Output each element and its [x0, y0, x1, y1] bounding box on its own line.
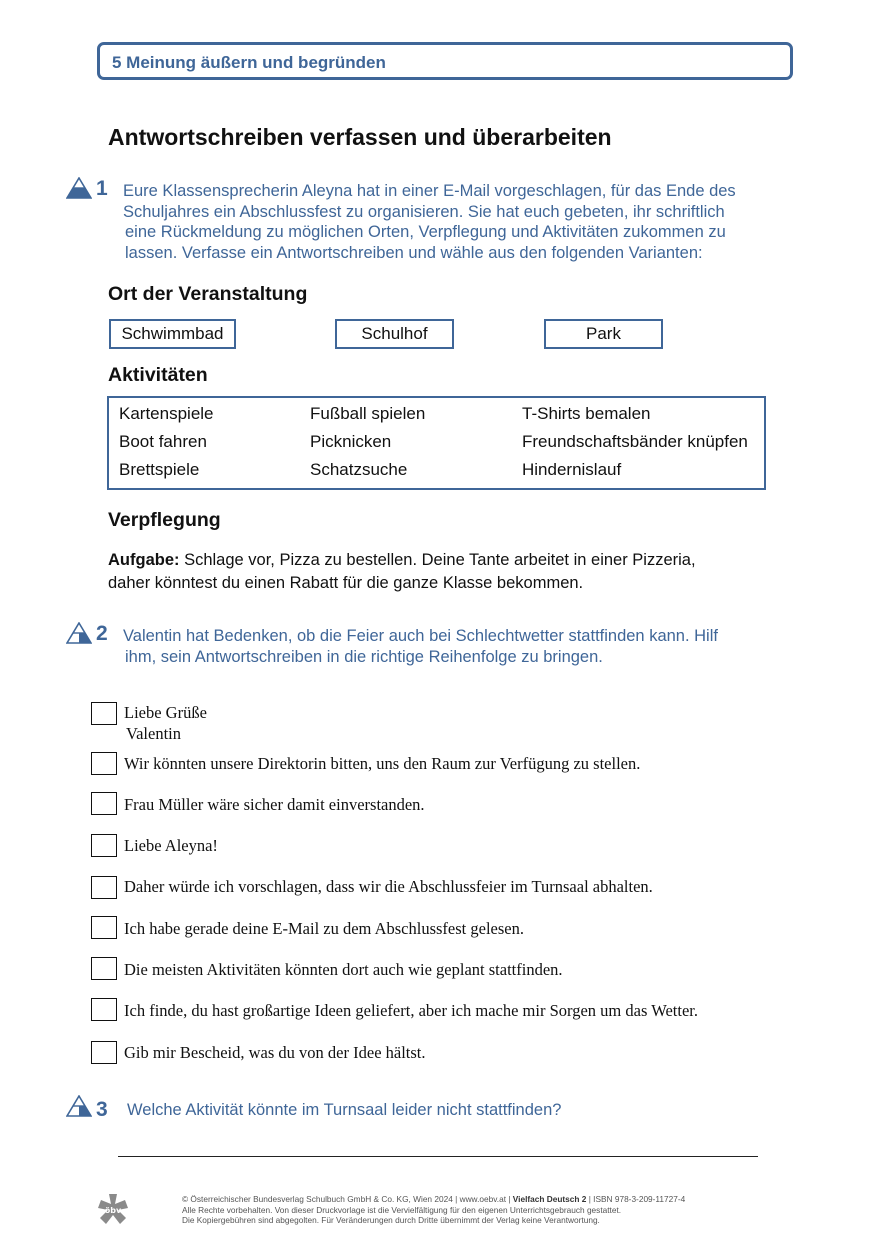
aufgabe-label: Aufgabe: — [108, 551, 180, 569]
order-checkbox[interactable] — [91, 876, 117, 899]
task-1-number: 1 — [96, 177, 108, 200]
order-checkbox[interactable] — [91, 834, 117, 857]
order-checkbox[interactable] — [91, 702, 117, 725]
place-option-schwimmbad: Schwimmbad — [109, 319, 236, 349]
chapter-title: 5 Meinung äußern und begründen — [112, 53, 386, 72]
order-checkbox[interactable] — [91, 998, 117, 1021]
activity-cell: Boot fahren — [119, 432, 207, 451]
option-sentence: Die meisten Aktivitäten könnten dort auch wie geplant stattfinden. — [124, 960, 563, 979]
order-checkbox[interactable] — [91, 916, 117, 939]
option-sentence: Ich finde, du hast großartige Ideen geliefert, aber ich mache mir Sorgen um das Wetter. — [124, 1001, 698, 1020]
order-checkbox[interactable] — [91, 1041, 117, 1064]
option-greeting: Liebe Grüße Valentin — [124, 703, 207, 743]
activity-cell: Picknicken — [310, 432, 392, 451]
place-option-schulhof: Schulhof — [335, 319, 454, 349]
answer-line[interactable] — [118, 1156, 758, 1157]
order-checkbox[interactable] — [91, 957, 117, 980]
option-sentence: Wir könnten unsere Direktorin bitten, uns den Raum zur Verfügung zu stellen. — [124, 754, 641, 773]
activity-cell: Kartenspiele — [119, 404, 214, 423]
activity-cell: T-Shirts bemalen — [522, 404, 651, 423]
chapter-header — [97, 42, 793, 80]
option-sentence: Frau Müller wäre sicher damit einverstanden. — [124, 795, 425, 814]
svg-text:öbv: öbv — [104, 1206, 122, 1215]
oebv-logo-icon — [96, 1192, 130, 1226]
task-1-instructions: Eure Klassensprecherin Aleyna hat in einer E-Mail vorgeschlagen, für das Ende des Schuljahres ein Abschlussfest zu organisieren. Sie hat euch gebeten, ihr schriftlich eine Rückmeldung zu möglichen Orten, Verpflegung und Aktivitäten zukommen zu lassen. Verfasse ein Antwortschreiben und wähle aus den folgenden Varianten: — [123, 182, 736, 262]
verpflegung-heading: Verpflegung — [108, 509, 221, 531]
activity-cell: Brettspiele — [119, 460, 200, 479]
activity-cell: Schatzsuche — [310, 460, 408, 479]
activity-cell: Freundschaftsbänder knüpfen — [522, 432, 748, 451]
task-3-number: 3 — [96, 1098, 108, 1121]
aufgabe-text-1: Schlage vor, Pizza zu bestellen. Deine Tante arbeitet in einer Pizzeria, — [179, 551, 696, 569]
task-2-instructions: Valentin hat Bedenken, ob die Feier auch bei Schlechtwetter stattfinden kann. Hilf ihm, sein Antwortschreiben in die richtige Reihenfolge zu bringen. — [123, 627, 718, 666]
activity-cell: Hindernislauf — [522, 460, 622, 479]
difficulty-pyramid-icon — [66, 177, 92, 199]
ort-heading: Ort der Veranstaltung — [108, 283, 308, 305]
aktivitaeten-heading: Aktivitäten — [108, 364, 208, 386]
page-title: Antwortschreiben verfassen und überarbeiten — [108, 124, 612, 150]
place-option-park: Park — [544, 319, 663, 349]
order-checkbox[interactable] — [91, 792, 117, 815]
option-sentence: Ich habe gerade deine E-Mail zu dem Abschlussfest gelesen. — [124, 919, 524, 938]
option-sentence: Gib mir Bescheid, was du von der Idee hältst. — [124, 1043, 426, 1062]
order-checkbox[interactable] — [91, 752, 117, 775]
task-3-question: Welche Aktivität könnte im Turnsaal leider nicht stattfinden? — [127, 1101, 562, 1119]
option-sentence: Liebe Aleyna! — [124, 836, 218, 855]
activity-cell: Fußball spielen — [310, 404, 426, 423]
task-2-number: 2 — [96, 622, 108, 645]
aufgabe-text-2: daher könntest du einen Rabatt für die ganze Klasse bekommen. — [108, 574, 584, 592]
difficulty-pyramid-icon — [66, 622, 92, 644]
difficulty-pyramid-icon — [66, 1095, 92, 1117]
activities-table — [107, 396, 766, 490]
verpflegung-task — [108, 549, 788, 595]
option-sentence: Daher würde ich vorschlagen, dass wir die Abschlussfeier im Turnsaal abhalten. — [124, 877, 653, 896]
footer-copyright: © Österreichischer Bundesverlag Schulbuch GmbH & Co. KG, Wien 2024 | www.oebv.at | Vielfach Deutsch 2 | ISBN 978-3-209-11727-4 Alle Rechte vorbehalten. Von dieser Druckvorlage ist die Vervielfältigung für den eigenen Unterrichtsgebrauch gestattet. Die Kopiergebühren sind abgegolten. Für Veränderungen durch Dritte übernimmt der Verlag keine Verantwortung. — [182, 1194, 686, 1225]
